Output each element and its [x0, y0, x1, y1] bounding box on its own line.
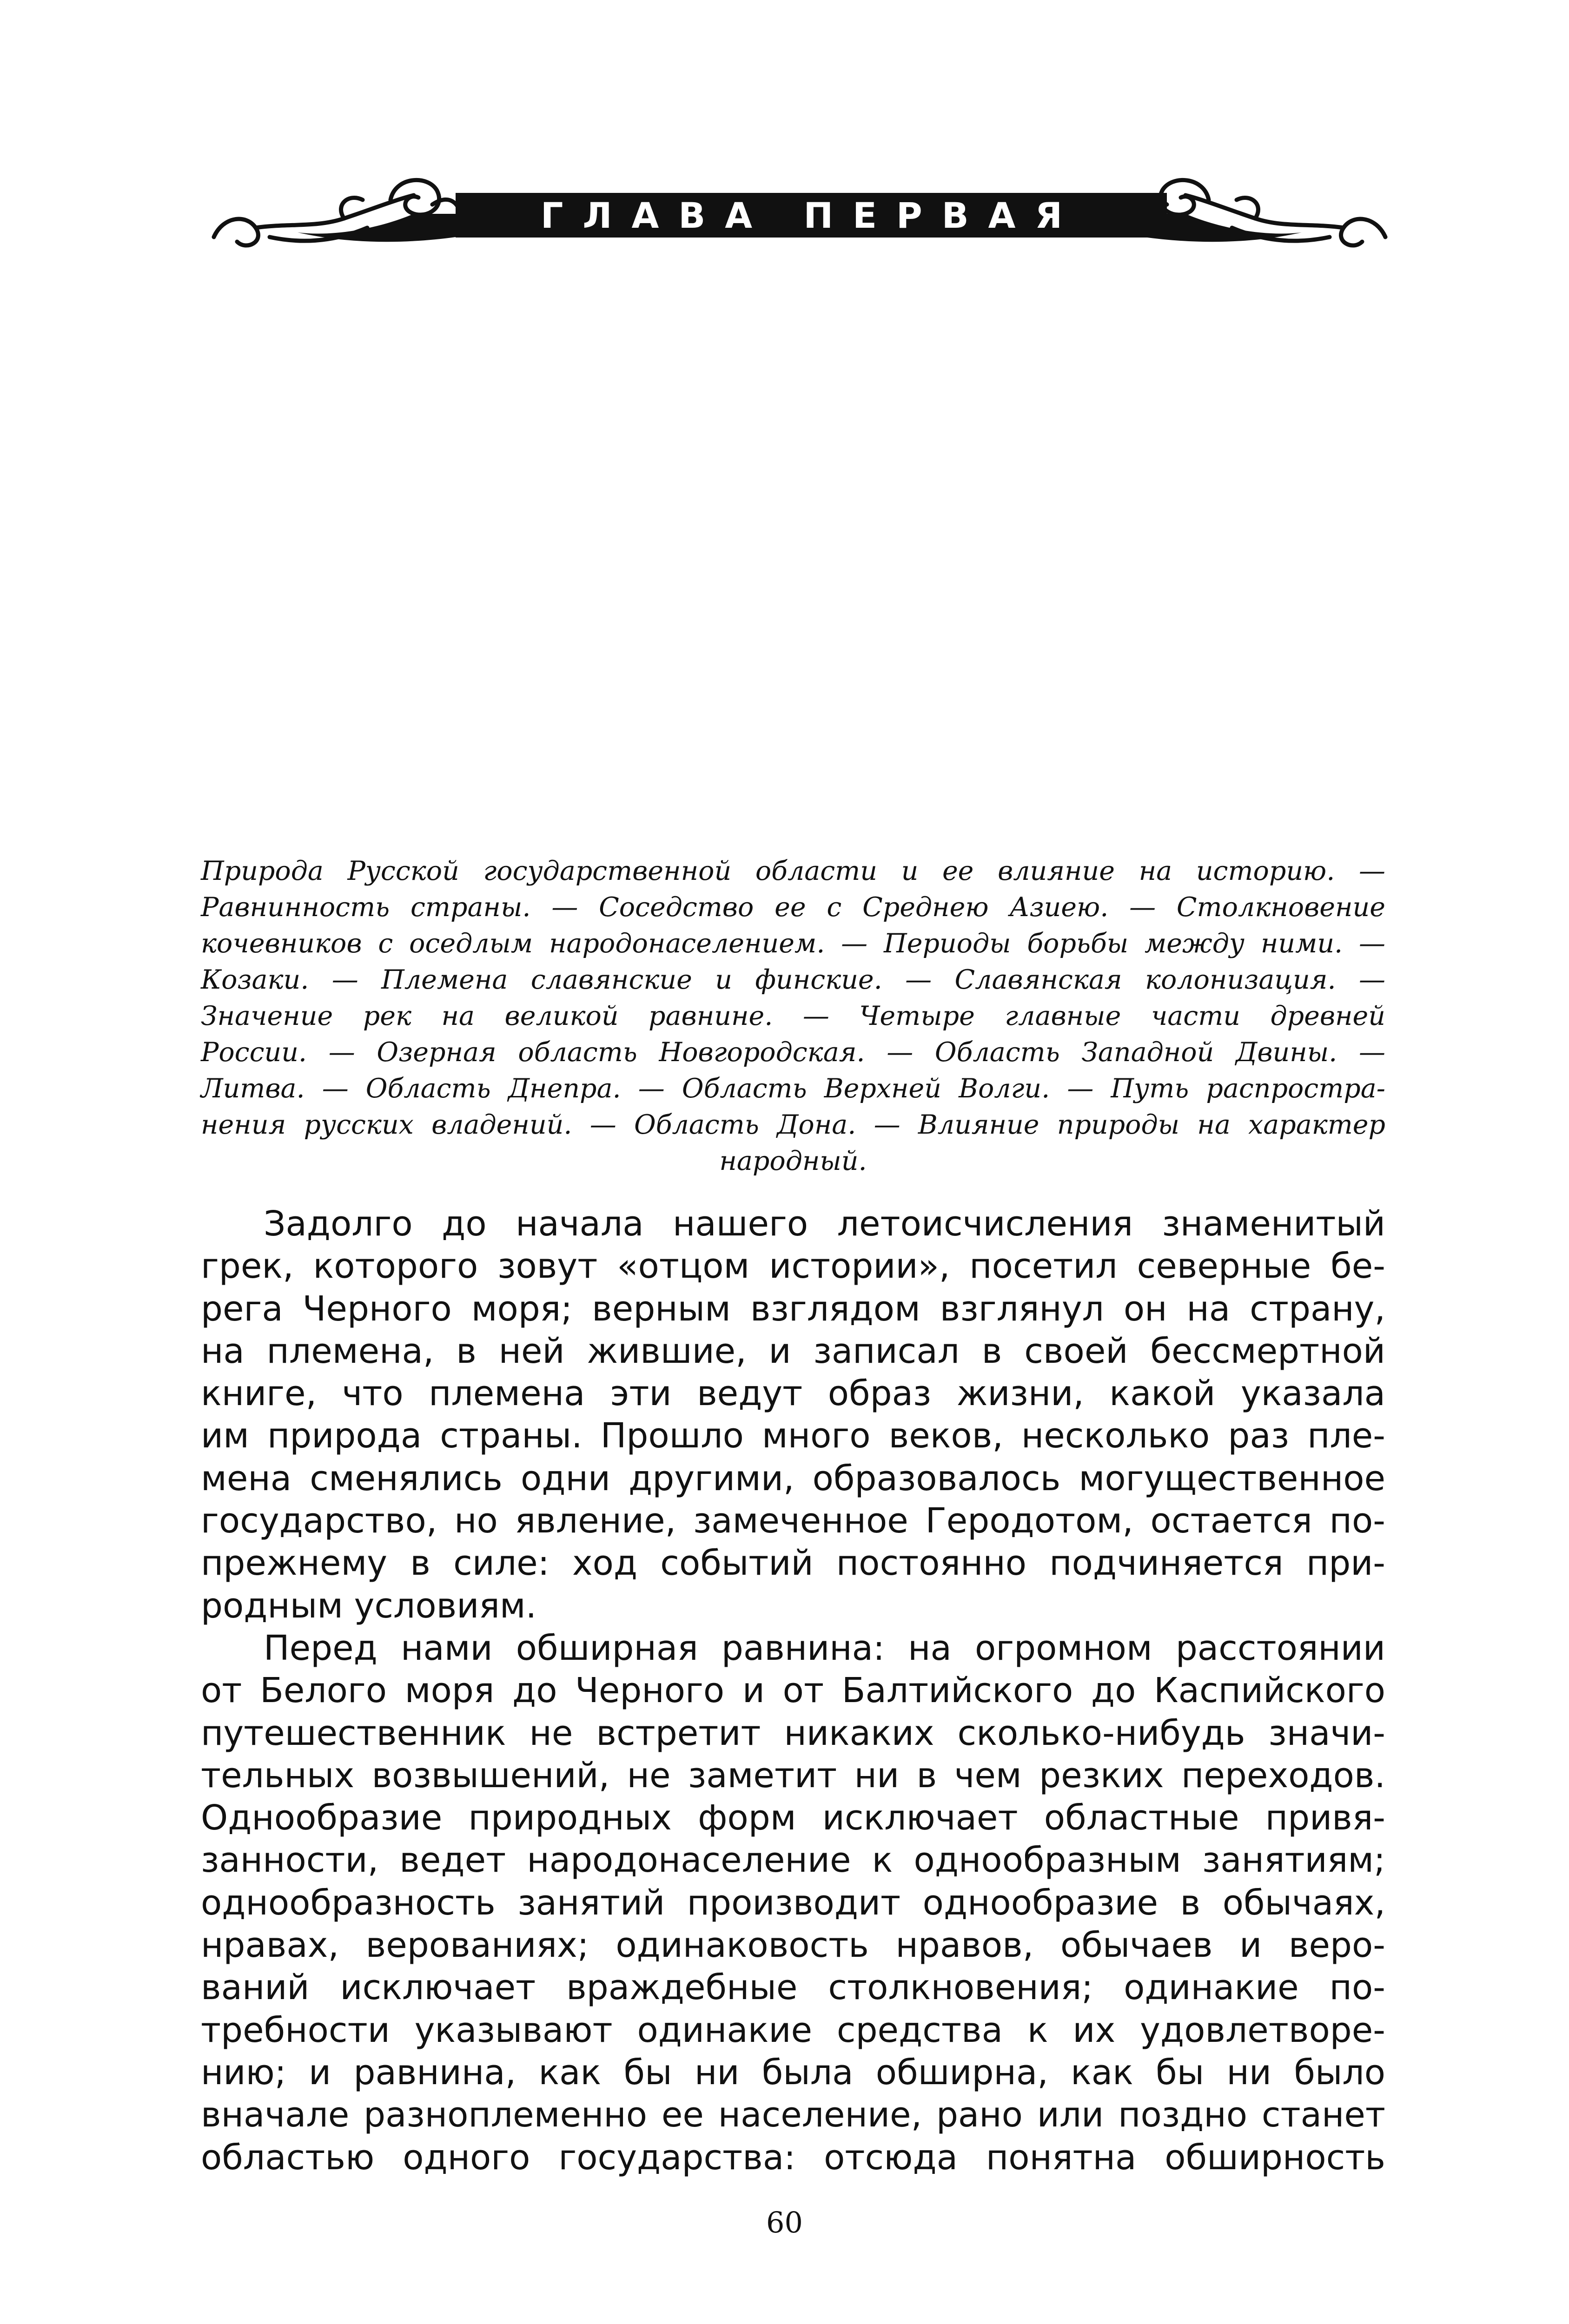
chapter-summary: [201, 853, 1385, 1179]
paragraph-line: нию; и равнина, как бы ни была обширна, как бы ни было: [201, 2052, 1385, 2093]
summary-line: Равнинность страны. — Соседство ее с Среднею Азиею. — Столкновение: [201, 892, 1385, 923]
paragraph-line: родным условиям.: [201, 1585, 537, 1626]
paragraph-line: ваний исключает враждебные столкновения; одинакие по-: [201, 1967, 1385, 2008]
paragraph-line: прежнему в силе: ход событий постоянно подчиняется при-: [201, 1543, 1385, 1584]
summary-line: Природа Русской государственной области и ее влияние на историю. —: [201, 856, 1385, 886]
paragraph-line: занности, ведет народонаселение к однообразным занятиям;: [201, 1840, 1385, 1881]
chapter-header: [195, 167, 1404, 265]
summary-line: нения русских владений. — Область Дона. — Влияние природы на характер: [201, 1109, 1385, 1140]
summary-line: кочевников с оседлым народонаселением. — Периоды борьбы между ними. —: [201, 928, 1385, 959]
paragraph-line: Однообразие природных форм исключает областные привя-: [201, 1798, 1385, 1838]
summary-line: Литва. — Область Днепра. — Область Верхней Волги. — Путь распростра-: [201, 1073, 1385, 1104]
summary-line: народный.: [719, 1146, 867, 1176]
paragraph-line: однообразность занятий производит однообразие в обычаях,: [201, 1882, 1385, 1923]
paragraph-line: государство, но явление, замеченное Геродотом, остается по-: [201, 1501, 1385, 1541]
chapter-title: ГЛАВА ПЕРВАЯ: [540, 194, 1082, 236]
paragraph-line: путешественник не встретит никаких сколько-нибудь значи-: [201, 1713, 1385, 1753]
page-number: 60: [766, 2205, 803, 2239]
summary-line: России. — Озерная область Новгородская. — Область Западной Двины. —: [201, 1037, 1385, 1068]
paragraph-line: Перед нами обширная равнина: на огромном расстоянии: [264, 1628, 1385, 1668]
paragraph-line: рега Черного моря; верным взглядом взглянул он на страну,: [201, 1288, 1385, 1329]
paragraph-line: грек, которого зовут «отцом истории», посетил северные бе-: [201, 1246, 1385, 1287]
paragraph-line: вначале разноплеменно ее население, рано или поздно станет: [201, 2095, 1385, 2135]
paragraph-line: на племена, в ней жившие, и записал в своей бессмертной: [201, 1331, 1385, 1371]
summary-line: Значение рек на великой равнине. — Четыре главные части древней: [201, 1001, 1385, 1031]
paragraph-line: областью одного государства: отсюда понятна обширность: [201, 2137, 1385, 2178]
paragraph-line: от Белого моря до Черного и от Балтийского до Каспийского: [201, 1670, 1385, 1711]
paragraph-line: тельных возвышений, не заметит ни в чем резких переходов.: [201, 1755, 1385, 1796]
paragraph-line: требности указывают одинакие средства к их удовлетворе-: [201, 2010, 1385, 2050]
paragraph-line: мена сменялись одни другими, образовалось могущественное: [201, 1458, 1385, 1499]
summary-line: Козаки. — Племена славянские и финские. — Славянская колонизация. —: [201, 964, 1385, 995]
paragraph-line: книге, что племена эти ведут образ жизни, какой указала: [201, 1373, 1385, 1414]
paragraph-line: Задолго до начала нашего летоисчисления знаменитый: [264, 1204, 1385, 1244]
paragraph-line: им природа страны. Прошло много веков, несколько раз пле-: [201, 1416, 1385, 1456]
body-text: [201, 1203, 1385, 2179]
paragraph-line: нравах, верованиях; одинаковость нравов, обычаев и веро-: [201, 1925, 1385, 1966]
